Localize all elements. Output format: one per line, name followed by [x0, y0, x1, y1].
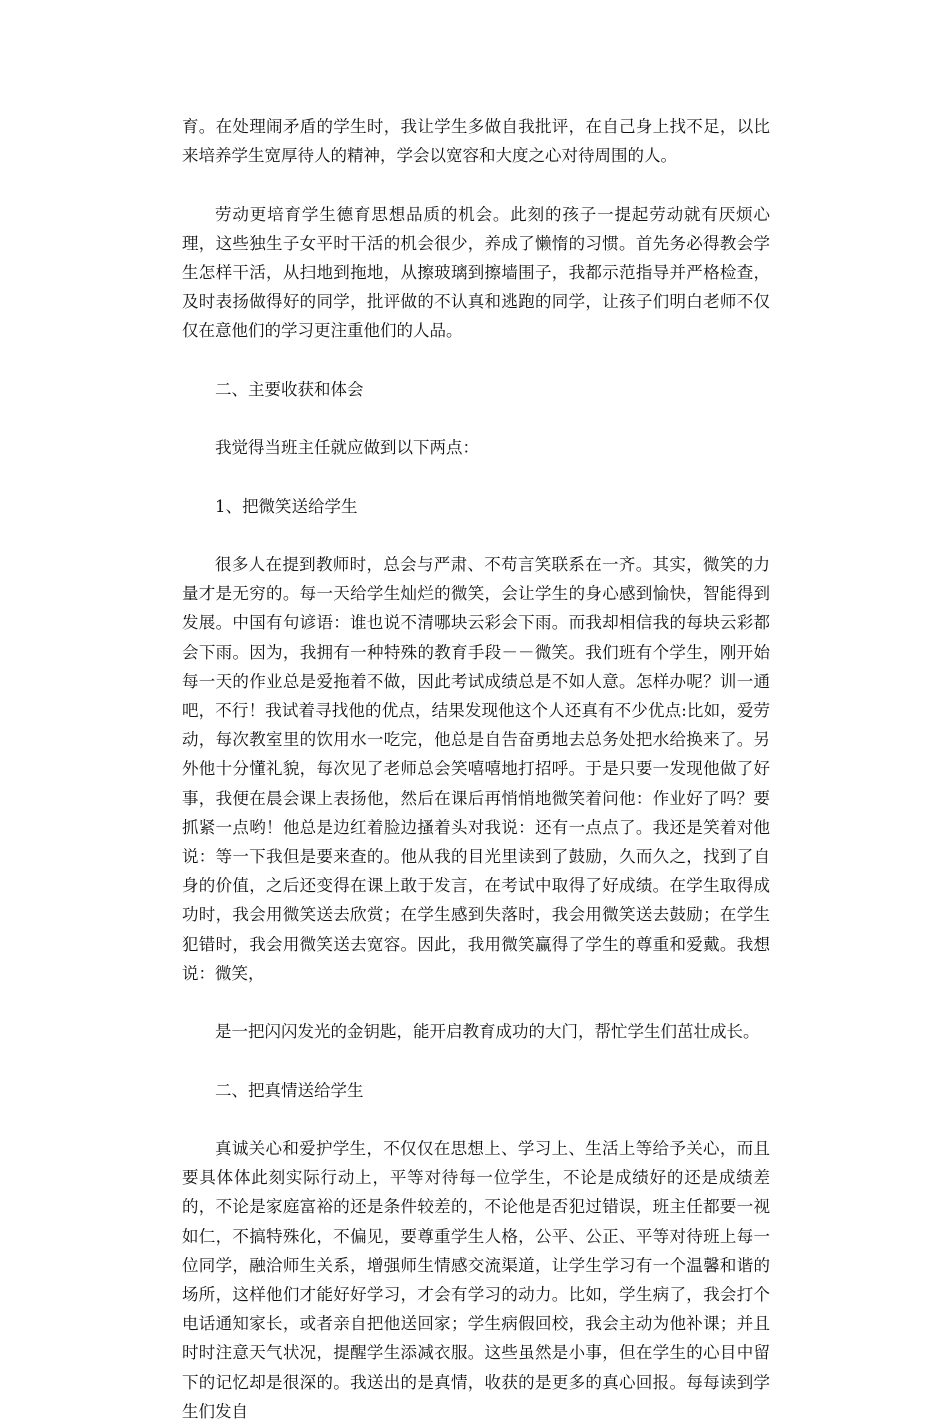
paragraph-intro-two-points: 我觉得当班主任就应做到以下两点：: [215, 438, 479, 458]
paragraph-1: 育。在处理闹矛盾的学生时，我让学生多做自我批评，在自己身上找不足，以比来培养学生宽厚待人的精神，学会以宽容和大度之心对待周围的人。: [182, 117, 770, 166]
subheading-smile: 1、把微笑送给学生: [215, 496, 358, 516]
paragraph-smile-story: 很多人在提到教师时，总会与严肃、不苟言笑联系在一齐。其实，微笑的力量才是无穷的。每一天给学生灿烂的微笑，会让学生的身心感到愉快，智能得到发展。中国有句谚语：谁也说不清哪块云彩会下雨。而我却相信我的每块云彩都会下雨。因为，我拥有一种特殊的教育手段－－微笑。我们班有个学生，刚开始每一天的作业总是爱拖着不做，因此考试成绩总是不如人意。怎样办呢？训一通吧，不行！我试着寻找他的优点，结果发现他这个人还真有不少优点:比如，爱劳动，每次教室里的饮用水一吃完，他总是自告奋勇地去总务处把水给换来了。另外他十分懂礼貌，每次见了老师总会笑嘻嘻地打招呼。于是只要一发现他做了好事，我便在晨会课上表扬他，然后在课后再悄悄地微笑着问他：作业好了吗？要抓紧一点哟！他总是边红着脸边搔着头对我说：还有一点点了。我还是笑着对他说：等一下我但是要来查的。他从我的目光里读到了鼓励，久而久之，找到了自身的价值，之后还变得在课上敢于发言，在考试中取得了好成绩。在学生取得成功时，我会用微笑送去欣赏；在学生感到失落时，我会用微笑送去鼓励；在学生犯错时，我会用微笑送去宽容。因此，我用微笑赢得了学生的尊重和爱戴。我想说：微笑，: [182, 554, 770, 983]
section-heading-main-gains: 二、主要收获和体会: [215, 379, 364, 399]
subheading-sincerity: 二、把真情送给学生: [215, 1080, 364, 1100]
paragraph-sincerity: 真诚关心和爱护学生，不仅仅在思想上、学习上、生活上等给予关心，而且要具体体此刻实际行动上，平等对待每一位学生，不论是成绩好的还是成绩差的，不论是家庭富裕的还是条件较差的，不论他是否犯过错误，班主任都要一视如仁，不搞特殊化，不偏见，要尊重学生人格，公平、公正、平等对待班上每一位同学，融洽师生关系，增强师生情感交流渠道，让学生学习有一个温馨和谐的场所，这样他们才能好好学习，才会有学习的动力。比如，学生病了，我会打个电话通知家长，或者亲自把他送回家；学生病假回校，我会主动为他补课；并且时时注意天气状况，提醒学生添减衣服。这些虽然是小事，但在学生的心目中留下的记忆却是很深的。我送出的是真情，收获的是更多的真心回报。每每读到学生们发自: [182, 1138, 770, 1421]
document-page: [182, 112, 770, 1426]
paragraph-2: 劳动更培育学生德育思想品质的机会。此刻的孩子一提起劳动就有厌烦心理，这些独生子女平时干活的机会很少，养成了懒惰的习惯。首先务必得教会学生怎样干活，从扫地到拖地，从擦玻璃到擦墙围子，我都示范指导并严格检查，及时表扬做得好的同学，批评做的不认真和逃跑的同学，让孩子们明白老师不仅仅在意他们的学习更注重他们的人品。: [182, 204, 770, 341]
paragraph-golden-key: 是一把闪闪发光的金钥匙，能开启教育成功的大门，帮忙学生们茁壮成长。: [215, 1022, 760, 1042]
